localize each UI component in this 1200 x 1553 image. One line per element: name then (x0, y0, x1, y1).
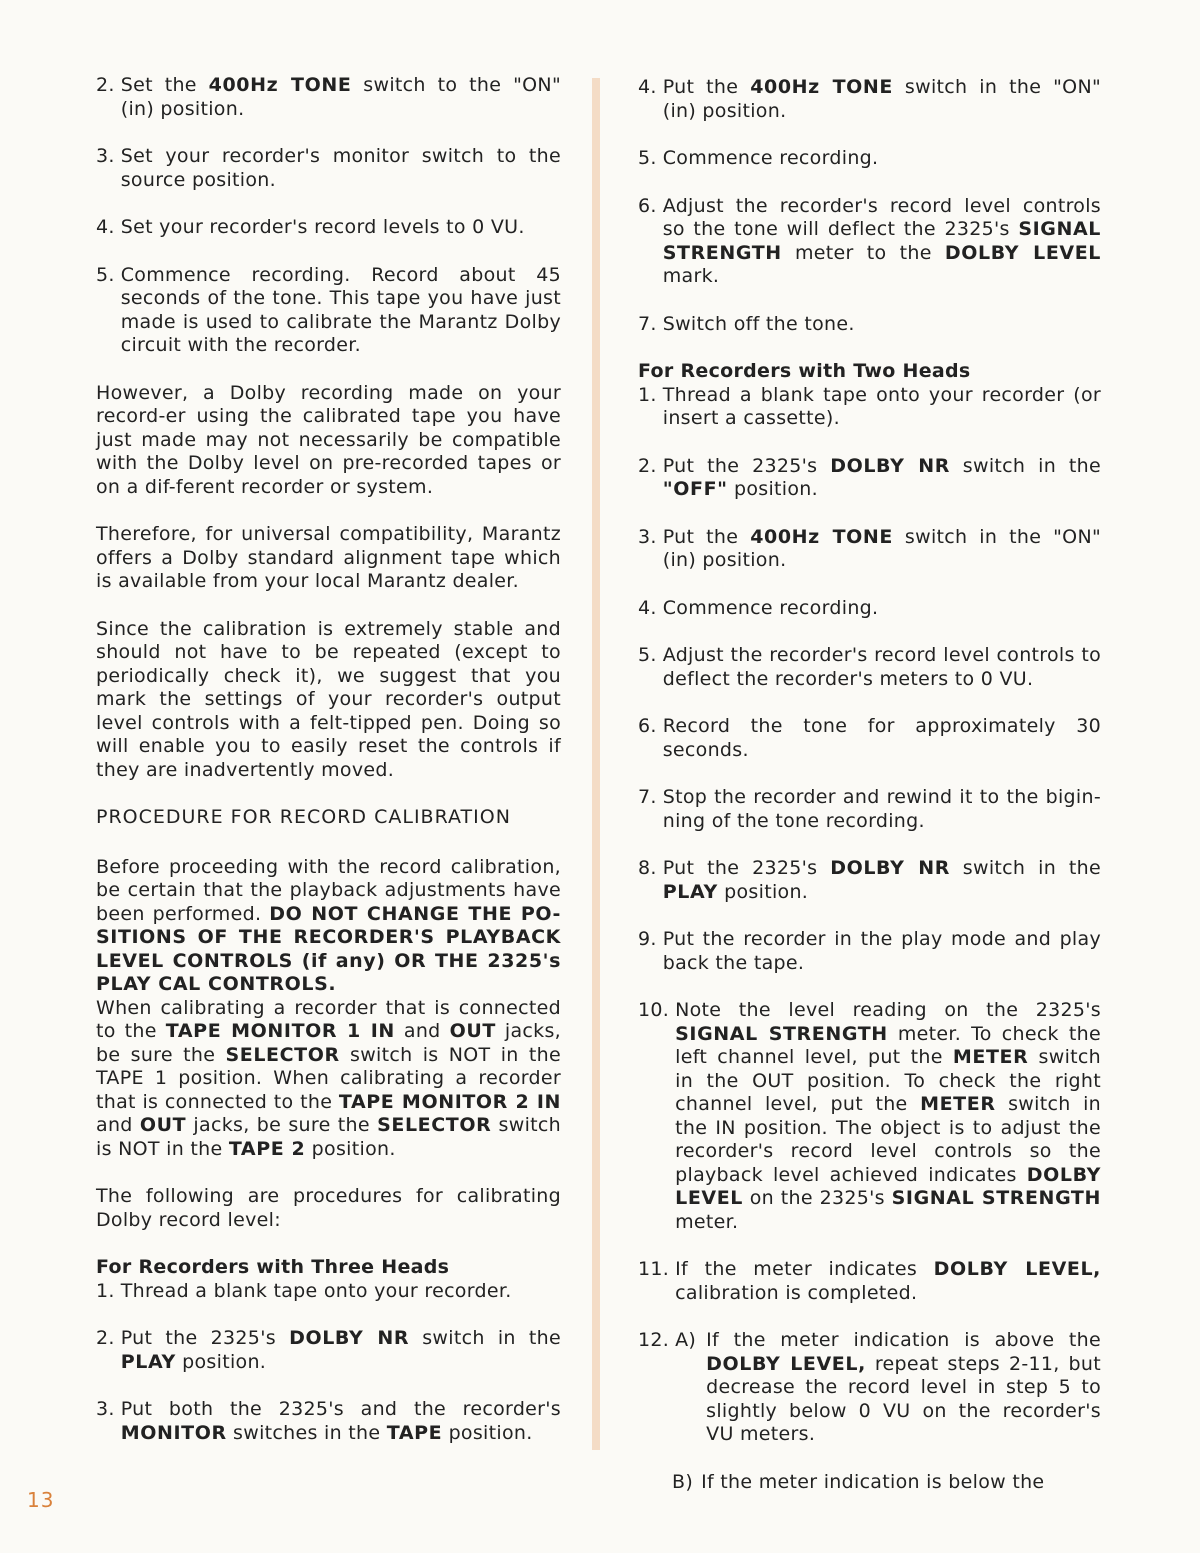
left-column (96, 74, 561, 1469)
list-item (638, 644, 1101, 691)
step-text: Adjust the recorder's record level controls so the tone will deflect the 2325's SIGNAL STRENGTH meter to the DOLBY LEVEL mark. (662, 194, 1101, 287)
step-text: Put both the 2325's and the recorder's MONITOR switches in the TAPE position. (120, 1398, 561, 1444)
step-number: 6. (638, 715, 657, 737)
list-item (638, 1258, 1101, 1305)
step-number: 1. (638, 383, 657, 406)
paragraph-before-proceeding: Before proceeding with the record calibration, be certain that the playback adjustments have been performed. DO NOT CHANGE THE PO-SITIONS OF THE RECORDER'S PLAYBACK LEVEL CONTROLS (if any) OR THE 2325's PLAY CAL CONTROLS. (96, 855, 561, 995)
step-text: Thread a blank tape onto your recorder (or insert a cassette). (662, 383, 1101, 429)
list-item (672, 1471, 1101, 1495)
paragraph-compatibility: However, a Dolby recording made on your record-er using the calibrated tape you have just made may not necessarily be compatible with the Dolby level on pre-recorded tapes or on a dif-ferent recorder or system. (96, 381, 561, 498)
step-text (675, 1329, 1101, 1447)
substep-text: If the meter indication is above the DOLBY LEVEL, repeat steps 2-11, but decrease the record level in step 5 to slightly below 0 VU on the recorder's VU meters. (706, 1329, 1101, 1445)
step-text: Put the recorder in the play mode and play back the tape. (662, 928, 1101, 974)
list-item (638, 384, 1101, 431)
list-item (638, 928, 1101, 975)
step-text: Stop the recorder and rewind it to the bigin-ning of the tone recording. (662, 786, 1101, 832)
step-text: Put the 400Hz TONE switch in the "ON" (in) position. (662, 525, 1101, 571)
list-item (96, 1280, 561, 1304)
list-item (96, 145, 561, 192)
step-number: 1. (96, 1279, 115, 1302)
step-text: Switch off the tone. (662, 312, 855, 335)
list-item (96, 1327, 561, 1374)
list-item (638, 195, 1101, 289)
step-number: 2. (96, 1327, 115, 1349)
list-item (96, 1398, 561, 1445)
step-text: Commence recording. (662, 596, 879, 619)
list-item (638, 597, 1101, 621)
step-number: 7. (638, 786, 657, 808)
step-text: Record the tone for approximately 30 seconds. (662, 715, 1101, 761)
step-number: 4. (96, 216, 115, 238)
step-text: Commence recording. Record about 45 seconds of the tone. This tape you have just made is used to calibrate the Marantz Dolby circuit with the recorder. (120, 263, 561, 356)
step-text: Thread a blank tape onto your recorder. (120, 1279, 512, 1302)
right-column (638, 76, 1101, 1518)
right-steps-a (638, 76, 1101, 336)
list-item (638, 147, 1101, 171)
step-number: 3. (96, 145, 115, 167)
step-number: 10. (638, 999, 670, 1021)
paragraph-alignment-tape: Therefore, for universal compatibility, Marantz offers a Dolby standard alignment tape which is available from your local Marantz dealer. (96, 523, 561, 592)
step-text: Set your recorder's record levels to 0 VU. (120, 216, 525, 238)
paragraph-tape-monitor: When calibrating a recorder that is connected to the TAPE MONITOR 1 IN and OUT jacks, be sure the SELECTOR switch is NOT in the TAPE 1 position. When calibrating a recorder that is connected to the TAPE MONITOR 2 IN and OUT jacks, be sure the SELECTOR switch is NOT in the TAPE 2 position. (96, 996, 562, 1160)
step-number: 3. (96, 1398, 115, 1420)
list-item (96, 216, 561, 240)
subheading-three-heads: For Recorders with Three Heads (96, 1256, 450, 1278)
substep-label: B) (672, 1470, 694, 1493)
step-text: If the meter indicates DOLBY LEVEL, calibration is completed. (675, 1258, 1102, 1304)
step-text: Put the 400Hz TONE switch in the "ON" (in) position. (662, 76, 1101, 122)
list-item (638, 857, 1101, 904)
list-item (638, 715, 1101, 762)
step-number: 4. (638, 596, 657, 619)
step-number: 3. (638, 525, 657, 548)
subheading-two-heads: For Recorders with Two Heads (638, 360, 971, 382)
step-number: 9. (638, 928, 657, 950)
step-text: Put the 2325's DOLBY NR switch in the "OFF" position. (662, 454, 1102, 500)
list-item (638, 786, 1101, 833)
list-item (638, 76, 1101, 123)
left-steps-a (96, 74, 561, 358)
step-number: 12. (638, 1329, 670, 1351)
step-text: Set your recorder's monitor switch to the source position. (120, 145, 561, 191)
paragraph-following-procedures: The following are procedures for calibrating Dolby record level: (96, 1185, 561, 1231)
right-steps-b (638, 384, 1101, 1495)
step-number: 4. (638, 76, 657, 98)
step-text: Adjust the recorder's record level controls to deflect the recorder's meters to 0 VU. (662, 644, 1101, 690)
section-heading: PROCEDURE FOR RECORD CALIBRATION (96, 806, 511, 828)
left-steps-b (96, 1280, 561, 1446)
substep-label: A) (675, 1329, 697, 1351)
list-item (96, 264, 561, 358)
step-text: Put the 2325's DOLBY NR switch in the PLAY position. (662, 857, 1102, 903)
page-number: 13 (27, 1488, 55, 1512)
list-item (638, 455, 1101, 502)
list-item (638, 526, 1101, 573)
step-number: 5. (638, 644, 657, 666)
step-number: 6. (638, 194, 657, 217)
step-number: 5. (638, 147, 657, 169)
substep-text: If the meter indication is below the (701, 1470, 1045, 1493)
list-item (638, 999, 1101, 1234)
step-text: Note the level reading on the 2325's SIGNAL STRENGTH meter. To check the left channel level, put the METER switch in the OUT position. To check the right channel level, put the METER switch in the IN position. The object is to adjust the recorder's record level controls so the playback level achieved indicates DOLBY LEVEL on the 2325's SIGNAL STRENGTH meter. (675, 999, 1102, 1233)
step-text: Commence recording. (662, 147, 879, 169)
column-divider (592, 78, 600, 1450)
list-item (638, 313, 1101, 337)
step-number: 8. (638, 857, 657, 879)
list-item (96, 74, 561, 121)
step-number: 2. (638, 454, 657, 477)
paragraph-calibration-stable: Since the calibration is extremely stable and should not have to be repeated (except to periodically check it), we suggest that you mark the settings of your recorder's output level controls with a felt-tipped pen. Doing so will enable you to easily reset the controls if they are inadvertently moved. (96, 617, 561, 781)
step-number: 5. (96, 263, 115, 286)
step-text: Set the 400Hz TONE switch to the "ON" (in) position. (120, 74, 561, 120)
list-item (638, 1329, 1101, 1447)
step-number: 2. (96, 74, 115, 96)
step-number: 7. (638, 312, 657, 335)
step-number: 11. (638, 1258, 670, 1280)
step-text: Put the 2325's DOLBY NR switch in the PLAY position. (120, 1327, 561, 1373)
